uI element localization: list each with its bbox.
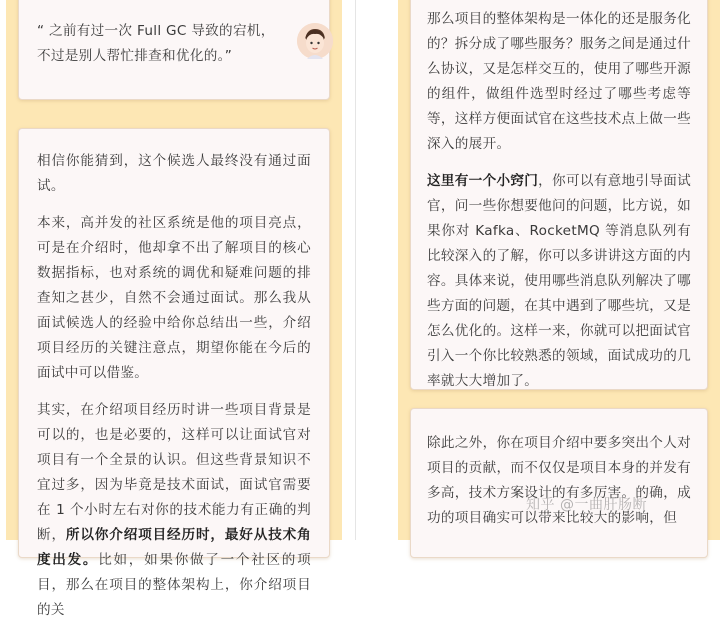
article-card <box>18 128 330 618</box>
avatar <box>297 23 333 59</box>
paragraph-3 <box>37 398 311 623</box>
left-page-column <box>6 0 342 618</box>
paragraph-contribution: 除此之外，你在项目介绍中要多突出个人对项目的贡献，而不仅仅是项目本身的并发有多高，技术方案设计的有多厉害。的确，成功的项目确实可以带来比较大的影响，但 <box>427 435 691 526</box>
page-divider <box>355 0 356 540</box>
quote-text: “ 之前有过一次 Full GC 导致的宕机，不过是别人帮忙排查和优化的。” <box>37 23 275 64</box>
article-card-top <box>410 0 708 390</box>
paragraph-3-bold: 所以你介绍项目经历时，最好从技术角度出发。 <box>37 527 311 568</box>
article-card-bottom <box>410 408 708 558</box>
paragraph-2: 本来，高并发的社区系统是他的项目亮点，可是在介绍时，他却拿不出了解项目的核心数据指标，也对系统的调优和疑难问题的排查知之甚少，自然不会通过面试。那么我从面试候选人的经验中给你总结出一些，介绍项目经历的关键注意点，期望你能在今后的面试中可以借鉴。 <box>37 215 311 381</box>
paragraph-tip <box>427 169 691 394</box>
right-page-column <box>398 0 720 540</box>
paragraph-3-text-a: 其实，在介绍项目经历时讲一些项目背景是可以的，也是必要的，这样可以让面试官对项目有一个全景的认识。但这些背景知识不宜过多，因为毕竟是技术面试，面试官需要在 1 个小时左右对你的技术能力有正确的判断， <box>37 402 311 543</box>
tip-bold: 这里有一个小窍门 <box>427 173 539 189</box>
paragraph-architecture: 那么项目的整体架构是一体化的还是服务化的？拆分成了哪些服务？服务之间是通过什么协议，又是怎样交互的，使用了哪些开源的组件，做组件选型时经过了哪些考虑等等，这样方便面试官在这些技术点上做一些深入的展开。 <box>427 11 691 152</box>
quote-card <box>18 0 330 100</box>
paragraph-1: 相信你能猜到，这个候选人最终没有通过面试。 <box>37 153 311 194</box>
tip-text: ，你可以有意地引导面试官，问一些你想要他问的问题，比方说，如果你对 Kafka、RocketMQ 等消息队列有比较深入的了解，你可以多讲讲这方面的内容。具体来说，使用哪些消息队列解决了哪些方面的问题，在其中遇到了哪些坑，又是怎么优化的。这样一来，你就可以把面试官引入一个你比较熟悉的领域，面试成功的几率就大大增加了。 <box>427 173 691 389</box>
paragraph-3-text-b: 比如，如果你做了一个社区的项目，那么在项目的整体架构上，你介绍项目的关 <box>37 552 311 618</box>
watermark: 知乎 @一曲肝肠断 <box>526 497 647 513</box>
